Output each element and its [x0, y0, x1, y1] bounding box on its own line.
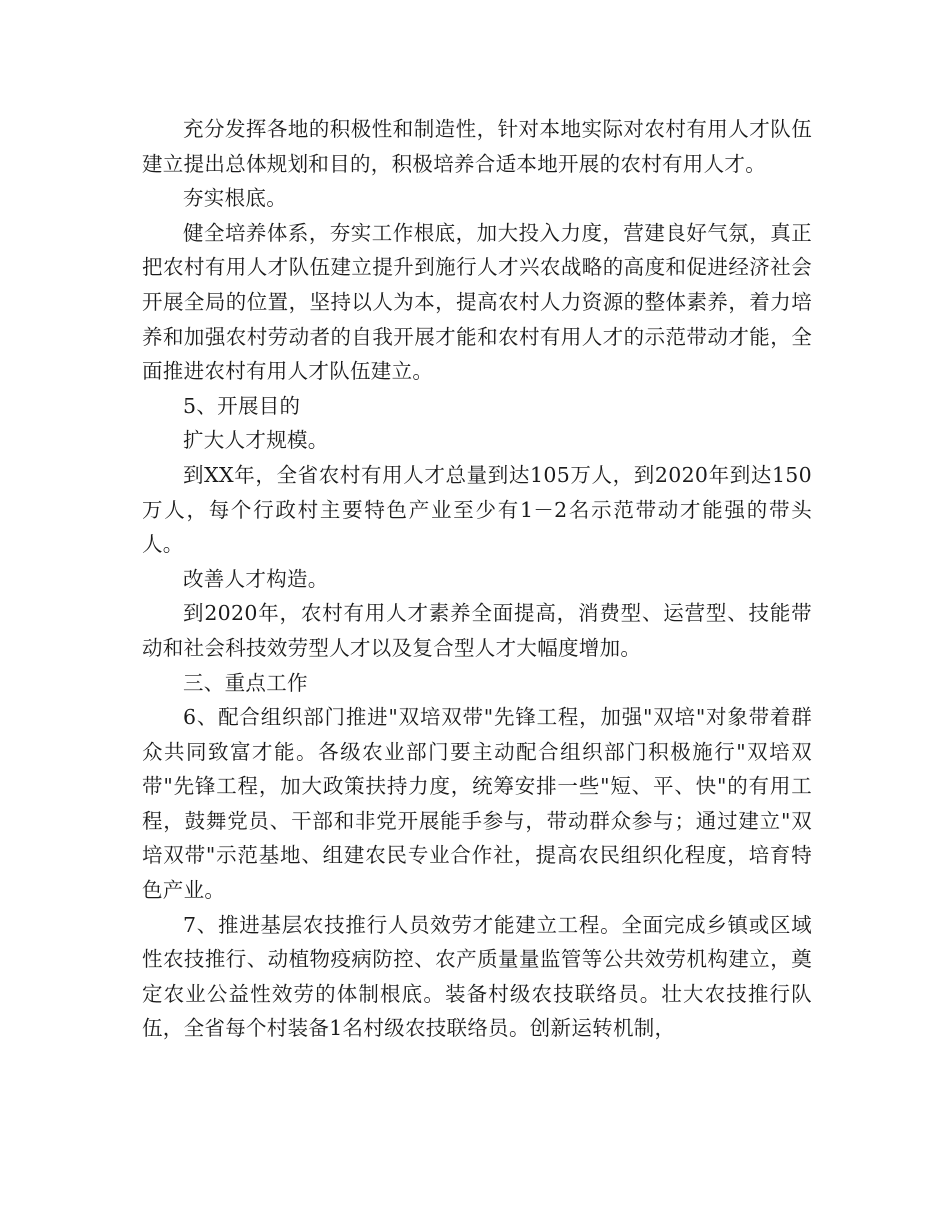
paragraph-item-6: 6、配合组织部门推进"双培双带"先锋工程，加强"双培"对象带着群众共同致富才能。各级农业部门要主动配合组织部门积极施行"双培双带"先锋工程，加大政策扶持力度，统筹安排一些"短、平、快"的有用工程，鼓舞党员、干部和非党开展能手参与，带动群众参与；通过建立"双培双带"示范基地、组建农民专业合作社，提高农民组织化程度，培育特色产业。 — [142, 705, 812, 903]
paragraph-planning: 充分发挥各地的积极性和制造性，针对本地实际对农村有用人才队伍建立提出总体规划和目的，积极培养合适本地开展的农村有用人才。 — [142, 117, 812, 176]
paragraph-scale-targets: 到XX年，全省农村有用人才总量到达105万人，到2020年到达150万人，每个行政村主要特色产业至少有1－2名示范带动才能强的带头人。 — [142, 462, 812, 557]
paragraph-training-system: 健全培养体系，夯实工作根底，加大投入力度，营建良好气氛，真正把农村有用人才队伍建立提升到施行人才兴农战略的高度和促进经济社会开展全局的位置，坚持以人为本，提高农村人力资源的整体素养，着力培养和加强农村劳动者的自我开展才能和农村有用人才的示范带动才能，全面推进农村有用人才队伍建立。 — [142, 220, 812, 384]
paragraph-heading-goals: 5、开展目的 — [183, 393, 301, 418]
paragraph-heading-scale: 扩大人才规模。 — [183, 428, 329, 453]
paragraph-structure-targets: 到2020年，农村有用人才素养全面提高，消费型、运营型、技能带动和社会科技效劳型人才以及复合型人才大幅度增加。 — [142, 601, 812, 660]
document-body — [142, 112, 812, 1046]
paragraph-heading-structure: 改善人才构造。 — [183, 566, 329, 591]
paragraph-item-7: 7、推进基层农技推行人员效劳才能建立工程。全面完成乡镇或区域性农技推行、动植物疫病防控、农产质量量监管等公共效劳机构建立，奠定农业公益性效劳的体制根底。装备村级农技联络员。壮大农技推行队伍，全省每个村装备1名村级农技联络员。创新运转机制， — [142, 912, 812, 1041]
paragraph-heading-foundation: 夯实根底。 — [183, 186, 287, 211]
paragraph-heading-key-work: 三、重点工作 — [183, 670, 308, 695]
